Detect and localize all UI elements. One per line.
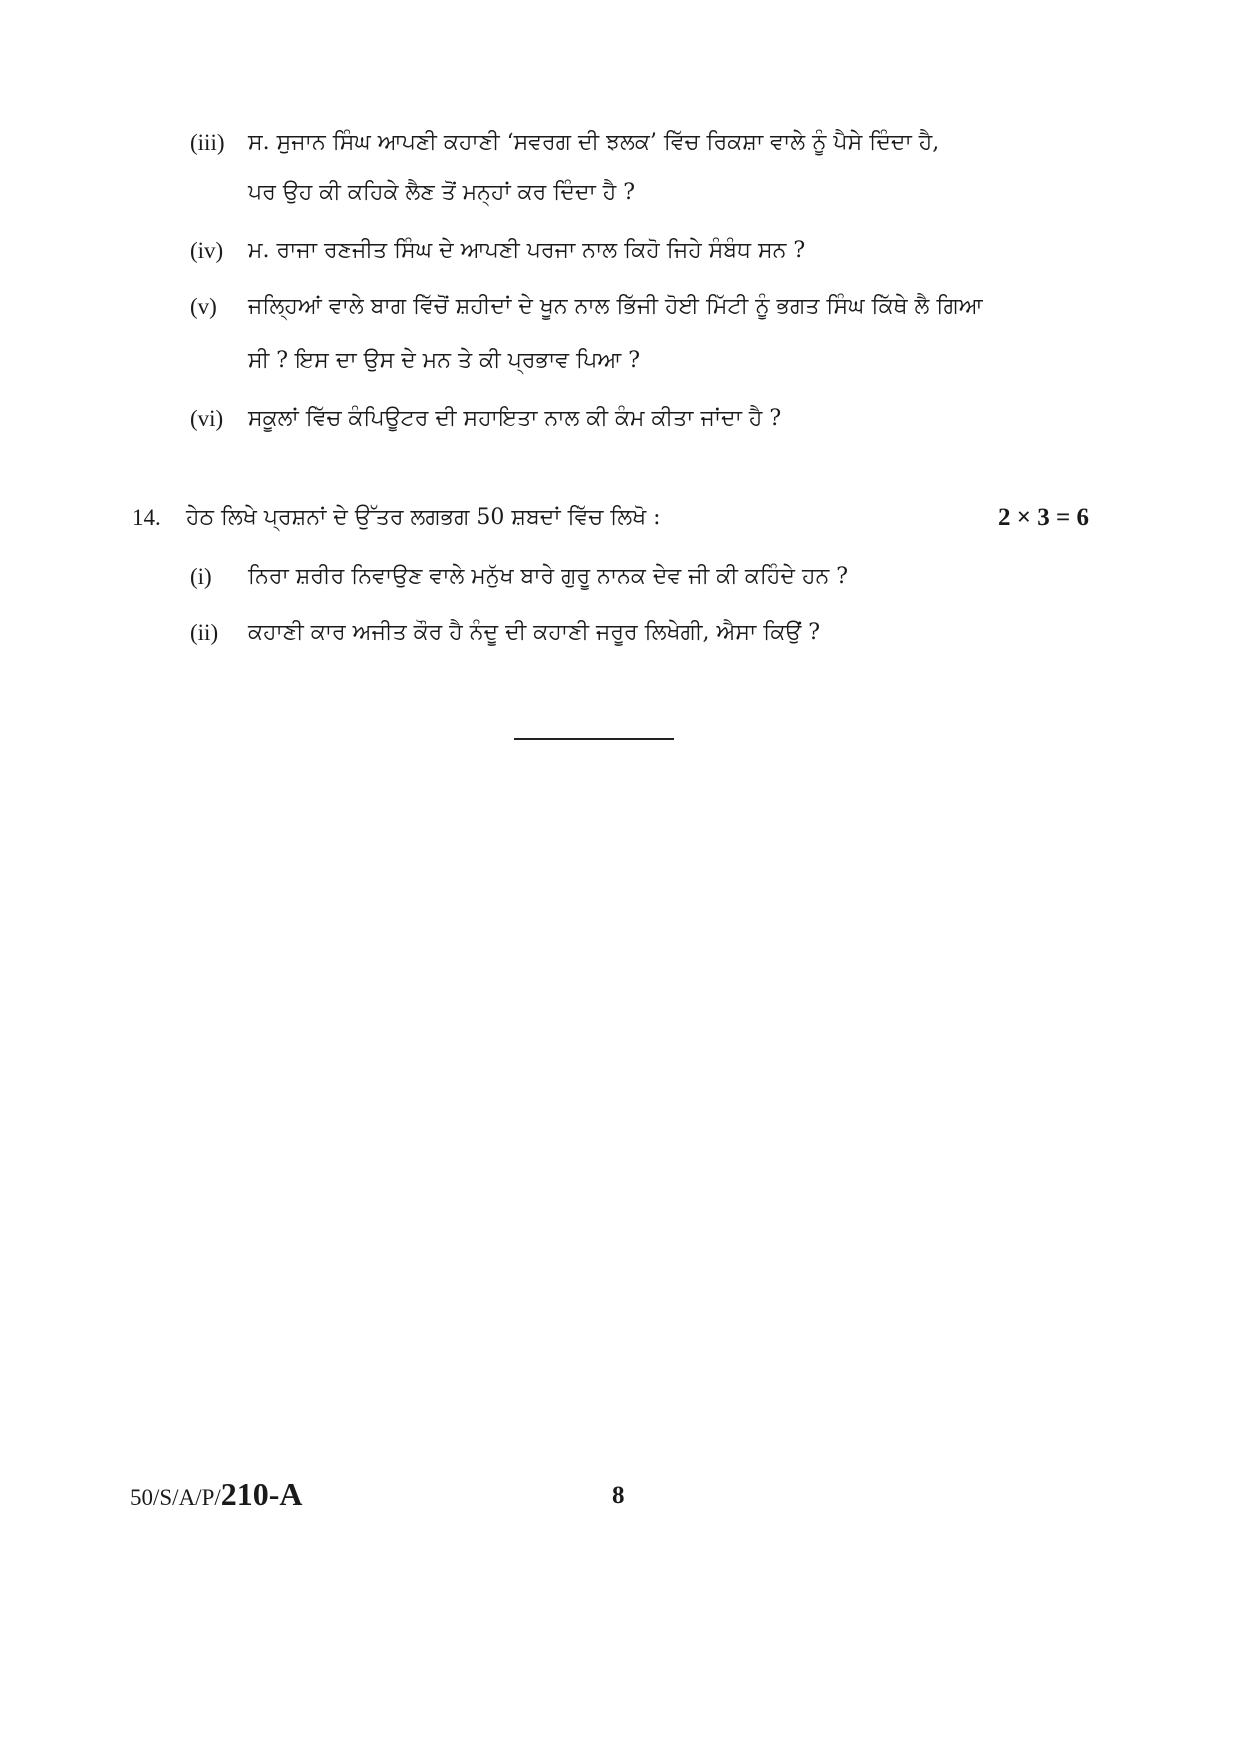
paper-code [130,1476,303,1516]
item-number: (v) [190,294,217,319]
item-number: (iv) [190,238,224,263]
question-text: ਜਲ੍ਹਿਆਂ ਵਾਲੇ ਬਾਗ ਵਿੱਚੋਂ ਸ਼ਹੀਦਾਂ ਦੇ ਖੂਨ ਨਾਲ ਭਿੱਜੀ ਹੋਈ ਮਿੱਟੀ ਨੂੰ ਭਗਤ ਸਿੰਘ ਕਿੱਥੇ ਲੈ ਗਿਆ [248,294,983,319]
question-instruction: ਹੇਠ ਲਿਖੇ ਪ੍ਰਸ਼ਨਾਂ ਦੇ ਉੱਤਰ ਲਗਭਗ 50 ਸ਼ਬਦਾਂ ਵਿੱਚ ਲਿਖੋ : [186,505,661,530]
item-number: (vi) [190,406,224,431]
item-number: (iii) [190,130,225,155]
question-text: ਸ. ਸੁਜਾਨ ਸਿੰਘ ਆਪਣੀ ਕਹਾਣੀ ‘ਸਵਰਗ ਦੀ ਝਲਕ’ ਵਿੱਚ ਰਿਕਸ਼ਾ ਵਾਲੇ ਨੂੰ ਪੈਸੇ ਦਿੰਦਾ ਹੈ, [248,130,940,155]
item-number: (i) [190,564,212,589]
question-text: ਸਕੂਲਾਂ ਵਿੱਚ ਕੰਪਿਊਟਰ ਦੀ ਸਹਾਇਤਾ ਨਾਲ ਕੀ ਕੰਮ ਕੀਤਾ ਜਾਂਦਾ ਹੈ ? [248,406,782,431]
paper-code-prefix: 50/S/A/P/ [130,1485,221,1510]
marks-allocation: 2 × 3 = 6 [998,504,1089,531]
question-text: ਕਹਾਣੀ ਕਾਰ ਅਜੀਤ ਕੌਰ ਹੈ ਨੰਦੂ ਦੀ ਕਹਾਣੀ ਜਰੂਰ ਲਿਖੇਗੀ, ਐਸਾ ਕਿਉਂ ? [248,620,821,645]
paper-code-main: 210-A [220,1476,303,1512]
item-number: (ii) [190,620,219,645]
question-number: 14. [132,505,161,530]
page-number: 8 [612,1482,625,1509]
end-rule [514,738,674,740]
question-text: ਪਰ ਉਹ ਕੀ ਕਹਿਕੇ ਲੈਣ ਤੋਂ ਮਨ੍ਹਾਂ ਕਰ ਦਿੰਦਾ ਹੈ ? [248,180,636,205]
question-text: ਨਿਰਾ ਸ਼ਰੀਰ ਨਿਵਾਉਣ ਵਾਲੇ ਮਨੁੱਖ ਬਾਰੇ ਗੁਰੂ ਨਾਨਕ ਦੇਵ ਜੀ ਕੀ ਕਹਿੰਦੇ ਹਨ ? [248,564,849,589]
question-text: ਸੀ ? ਇਸ ਦਾ ਉਸ ਦੇ ਮਨ ਤੇ ਕੀ ਪ੍ਰਭਾਵ ਪਿਆ ? [248,348,641,373]
question-text: ਮ. ਰਾਜਾ ਰਣਜੀਤ ਸਿੰਘ ਦੇ ਆਪਣੀ ਪਰਜਾ ਨਾਲ ਕਿਹੋ ਜਿਹੇ ਸੰਬੰਧ ਸਨ ? [248,238,806,263]
